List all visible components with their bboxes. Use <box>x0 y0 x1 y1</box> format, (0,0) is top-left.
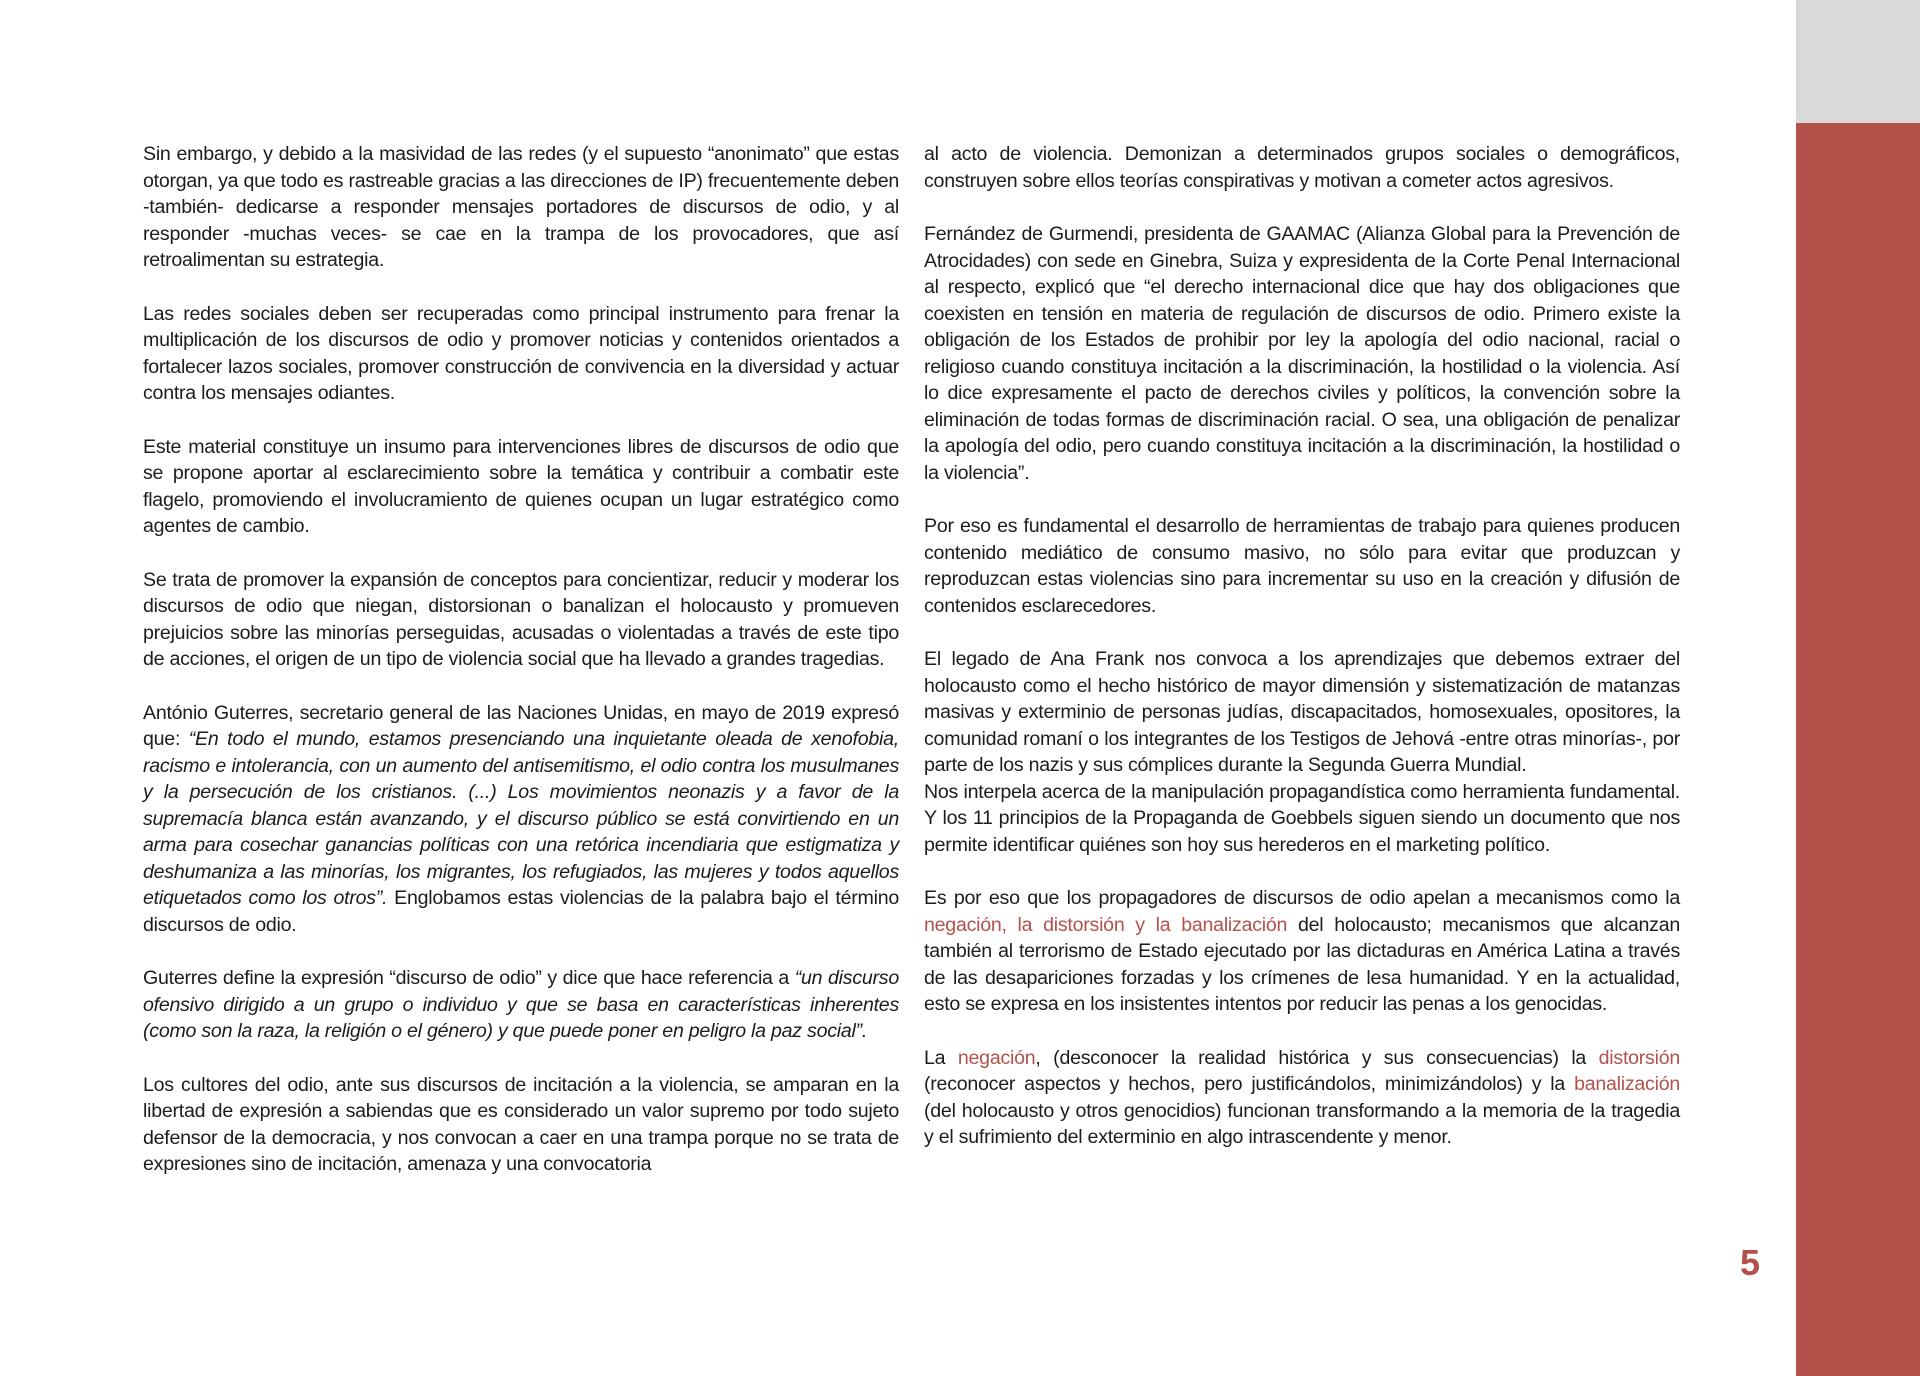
definitions-text-b: , (desconocer la realidad histórica y sus consecuencias) la <box>1035 1046 1599 1069</box>
definitions-text-c: (reconocer aspectos y hechos, pero justificándolos, minimizándolos) y la <box>924 1073 1575 1095</box>
definition-intro: Guterres define la expresión “discurso de odio” y dice que hace referencia a <box>143 967 795 989</box>
highlight-mechanisms: negación, la distorsión y la banalización <box>924 913 1288 936</box>
right-paragraph-6 <box>924 885 1680 1018</box>
right-column <box>924 141 1680 1178</box>
highlight-banalizacion: banalización <box>1574 1073 1680 1095</box>
definitions-text-a: La <box>924 1046 958 1069</box>
left-paragraph-3: Este material constituye un insumo para intervenciones libres de discursos de odio que se propone aportar al esclarecimiento sobre la temática y contribuir a combatir este flagelo, promoviendo el involucramiento de quienes ocupan un lugar estratégico como agentes de cambio. <box>143 435 899 537</box>
left-column <box>143 141 899 1205</box>
definitions-text-d: (del holocausto y otros genocidios) funcionan transformando a la memoria de la tragedia y el sufrimiento del exterminio en algo intrascendente y menor. <box>924 1099 1680 1148</box>
guterres-outro: Englobamos estas violencias de la palabra bajo el término discursos de odio. <box>143 887 900 936</box>
right-paragraph-7 <box>924 1045 1680 1151</box>
mechanisms-text-b: del holocausto; mecanismos que alcanzan también al terrorismo de Estado ejecutado por las dictaduras en América Latina a través de las desapariciones forzadas y los crímenes de lesa humanidad. Y en la actualidad, esto se expresa en los insistentes intentos por reducir las penas a los genocidas. <box>924 913 1680 1015</box>
left-paragraph-1: Sin embargo, y debido a la masividad de las redes (y el supuesto “anonimato” que estas otorgan, ya que todo es rastreable gracias a las direcciones de IP) frecuentemente deben -también- dedicarse a responder mensajes portadores de discursos de odio, y al responder -muchas veces- se cae en la trampa de los provocadores, que así retroalimentan su estrategia. <box>143 143 899 271</box>
mechanisms-text-a: Es por eso que los propagadores de discursos de odio apelan a mecanismos como la <box>924 887 1680 909</box>
left-paragraph-6 <box>143 965 899 1045</box>
guterres-intro: António Guterres, secretario general de las Naciones Unidas, en mayo de 2019 expresó que: <box>143 701 899 750</box>
page-number: 5 <box>1739 1242 1761 1283</box>
sidebar-tab-gray <box>1796 0 1920 123</box>
right-paragraph-1: al acto de violencia. Demonizan a determinados grupos sociales o demográficos, construyen sobre ellos teorías conspirativas y motivan a cometer actos agresivos. <box>924 143 1680 192</box>
left-paragraph-2: Las redes sociales deben ser recuperadas como principal instrumento para frenar la multiplicación de los discursos de odio y promover noticias y contenidos orientados a fortalecer lazos sociales, promover construcción de convivencia en la diversidad y actuar contra los mensajes odiantes. <box>143 302 899 404</box>
left-paragraph-7: Los cultores del odio, ante sus discursos de incitación a la violencia, se amparan en la libertad de expresión a sabiendas que es considerado un valor supremo por todo sujeto defensor de la democracia, y nos convocan a caer en una trampa porque no se trata de expresiones sino de incitación, amenaza y una convocatoria <box>143 1073 899 1175</box>
left-paragraph-4: Se trata de promover la expansión de conceptos para concientizar, reducir y moderar los discursos de odio que niegan, distorsionan o banalizan el holocausto y promueven prejuicios sobre las minorías perseguidas, acusadas o violentadas a través de este tipo de acciones, el origen de un tipo de violencia social que ha llevado a grandes tragedias. <box>143 568 899 670</box>
guterres-quote: “En todo el mundo, estamos presenciando una inquietante oleada de xenofobia, racismo e intolerancia, con un aumento del antisemitismo, el odio contra los musulmanes y la persecución de los cristianos. (...) Los movimientos neonazis y a favor de la supremacía blanca están avanzando, y el discurso público se está convirtiendo en un arma para cosechar ganancias políticas con una retórica incendiaria que estigmatiza y deshumaniza a las minorías, los migrantes, los refugiados, las mujeres y todos aquellos etiquetados como los otros”. <box>143 728 899 909</box>
right-paragraph-4: El legado de Ana Frank nos convoca a los aprendizajes que debemos extraer del holocausto como el hecho histórico de mayor dimensión y sistematización de matanzas masivas y exterminio de personas judías, discapacitados, homosexuales, opositores, la comunidad romaní o los integrantes de los Testigos de Jehová -entre otras minorías-, por parte de los nazis y sus cómplices durante la Segunda Guerra Mundial. <box>924 648 1680 776</box>
highlight-negacion: negación <box>957 1046 1036 1069</box>
left-paragraph-5 <box>143 700 899 939</box>
right-paragraph-2: Fernández de Gurmendi, presidenta de GAAMAC (Alianza Global para la Prevención de Atrocidades) con sede en Ginebra, Suiza y expresidenta de la Corte Penal Internacional al respecto, explicó que “el derecho internacional dice que hay dos obligaciones que coexisten en tensión en materia de regulación de discursos de odio. Primero existe la obligación de los Estados de prohibir por ley la apología del odio nacional, racial o religioso cuando constituya incitación a la discriminación, la hostilidad o la violencia. Así lo dice expresamente el pacto de derechos civiles y políticos, la convención sobre la eliminación de todas formas de discriminación racial. O sea, una obligación de penalizar la apología del odio, pero cuando constituya incitación a la discriminación, la hostilidad o la violencia”. <box>924 223 1680 484</box>
definition-quote: “un discurso ofensivo dirigido a un grupo o individuo y que se basa en características inherentes (como son la raza, la religión o el género) y que puede poner en peligro la paz social”. <box>143 967 899 1042</box>
highlight-distorsion: distorsión <box>1598 1046 1680 1069</box>
right-paragraph-5: Nos interpela acerca de la manipulación propagandística como herramienta fundamental. Y los 11 principios de la Propaganda de Goebbels siguen siendo un documento que nos permite identificar quiénes son hoy sus herederos en el marketing político. <box>924 780 1680 856</box>
sidebar-accent-bar <box>1796 123 1920 1376</box>
right-paragraph-3: Por eso es fundamental el desarrollo de herramientas de trabajo para quienes producen contenido mediático de consumo masivo, no sólo para evitar que produzcan y reproduzcan estas violencias sino para incrementar su uso en la creación y difusión de contenidos esclarecedores. <box>924 515 1680 617</box>
